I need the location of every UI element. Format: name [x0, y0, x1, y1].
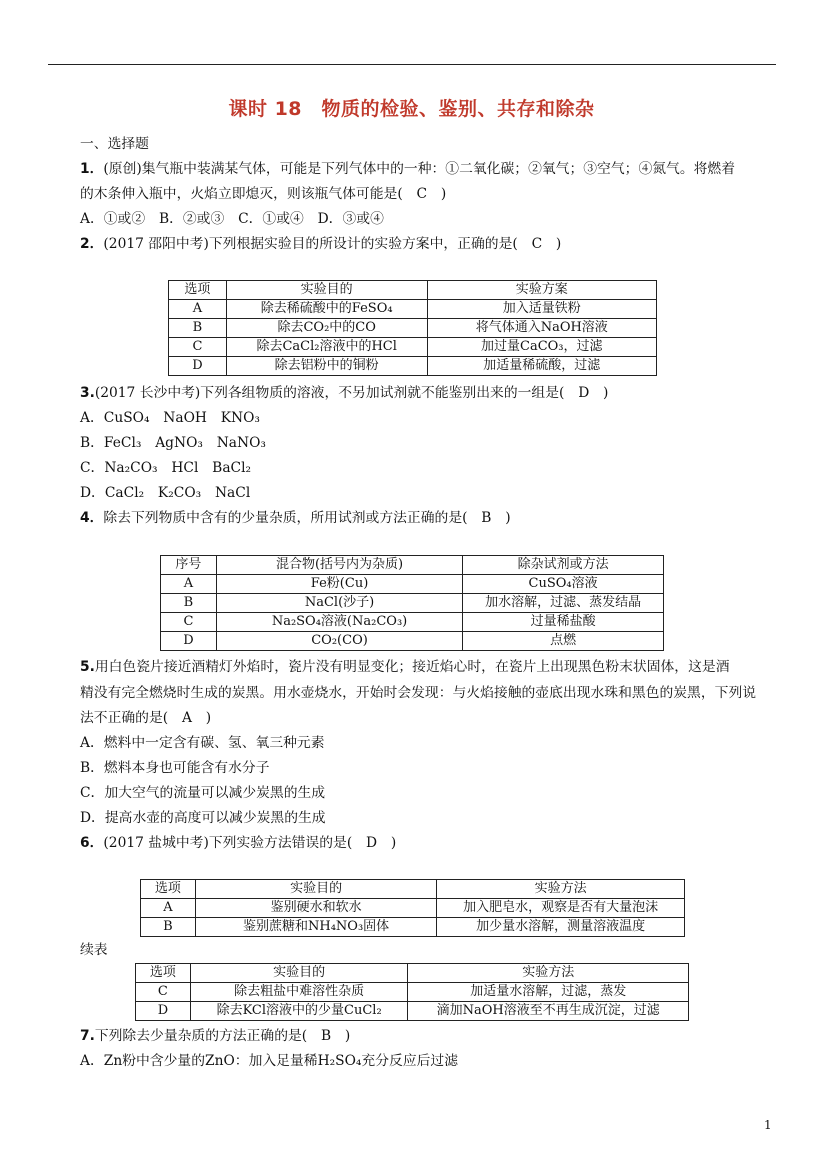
- header-rule: [48, 64, 776, 65]
- question-number: 4．: [80, 510, 104, 526]
- question-text: 下列除去少量杂质的方法正确的是( B ): [94, 1028, 351, 1044]
- question-4: [80, 508, 511, 528]
- question-5-option-b: B．燃料本身也可能含有水分子: [80, 760, 270, 776]
- table-header: 实验方法: [408, 964, 689, 983]
- question-4-table: [160, 555, 664, 651]
- question-6: [80, 833, 396, 853]
- question-3-option-b: B．FeCl₃ AgNO₃ NaNO₃: [80, 435, 266, 451]
- table-cell: 鉴别硬水和软水: [195, 899, 436, 918]
- question-text: (原创)集气瓶中装满某气体，可能是下列气体中的一种：①二氧化碳；②氧气；③空气；④氮气。将燃着: [103, 161, 736, 177]
- table-row: [136, 983, 689, 1002]
- question-3: [80, 383, 608, 403]
- question-2-table: [168, 280, 657, 376]
- page-number: 1: [764, 1118, 772, 1132]
- question-5: [80, 657, 730, 677]
- question-number: 1．: [80, 161, 104, 177]
- table-cell: CuSO₄溶液: [463, 575, 664, 594]
- table-cell: 除去铝粉中的铜粉: [226, 357, 427, 376]
- table-cell: C: [169, 338, 227, 357]
- question-5-option-a: A．燃料中一定含有碳、氢、氧三种元素: [80, 735, 325, 751]
- table-cell: NaCl(沙子): [216, 594, 462, 613]
- question-2: [80, 234, 561, 254]
- table-row: [169, 338, 657, 357]
- question-number: 6．: [80, 835, 104, 851]
- table-cell: B: [161, 594, 217, 613]
- table-row: [141, 918, 685, 937]
- question-3-option-c: C．Na₂CO₃ HCl BaCl₂: [80, 460, 252, 476]
- table-cell: C: [136, 983, 191, 1002]
- question-1-options: A．①或② B．②或③ C．①或④ D．③或④: [80, 211, 384, 227]
- table-cell: 将气体通入NaOH溶液: [427, 319, 656, 338]
- table-cell: 加入肥皂水，观察是否有大量泡沫: [437, 899, 685, 918]
- table-cell: 加过量CaCO₃，过滤: [427, 338, 656, 357]
- table-header: 实验目的: [195, 880, 436, 899]
- table-header-row: [141, 880, 685, 899]
- question-5-option-c: C．加大空气的流量可以减少炭黑的生成: [80, 785, 326, 801]
- table-header: 选项: [141, 880, 196, 899]
- question-7: [80, 1026, 350, 1046]
- table-cell: 除去KCl溶液中的少量CuCl₂: [190, 1002, 408, 1021]
- table-header: 选项: [169, 281, 227, 300]
- section-heading: 一、选择题: [80, 136, 149, 152]
- table-cell: D: [161, 632, 217, 651]
- table-row: [141, 899, 685, 918]
- table-cell: B: [141, 918, 196, 937]
- table-cell: 除去CO₂中的CO: [226, 319, 427, 338]
- table-cell: 鉴别蔗糖和NH₄NO₃固体: [195, 918, 436, 937]
- question-text: (2017 邵阳中考)下列根据实验目的所设计的实验方案中，正确的是( C ): [103, 236, 562, 252]
- question-1-line-2: 的木条伸入瓶中，火焰立即熄灭，则该瓶气体可能是( C ): [80, 186, 447, 202]
- table-cell: 加水溶解，过滤、蒸发结晶: [463, 594, 664, 613]
- table-header: 序号: [161, 556, 217, 575]
- table-cell: C: [161, 613, 217, 632]
- question-5-option-d: D．提高水壶的高度可以减少炭黑的生成: [80, 810, 326, 826]
- table-cell: CO₂(CO): [216, 632, 462, 651]
- table-cell: D: [169, 357, 227, 376]
- question-number: 3.: [80, 385, 95, 401]
- table-header: 混合物(括号内为杂质): [216, 556, 462, 575]
- table-cell: 除去CaCl₂溶液中的HCl: [226, 338, 427, 357]
- table-row: [161, 575, 664, 594]
- table-header: 除杂试剂或方法: [463, 556, 664, 575]
- table-cell: 加少量水溶解，测量溶液温度: [437, 918, 685, 937]
- question-number: 2．: [80, 236, 104, 252]
- table-header-row: [169, 281, 657, 300]
- page-title: 课时 18 物质的检验、鉴别、共存和除杂: [228, 98, 595, 120]
- table-header: 实验目的: [226, 281, 427, 300]
- table-header: 实验方案: [427, 281, 656, 300]
- table-continued-label: 续表: [80, 942, 108, 958]
- question-5-line-2: 精没有完全燃烧时生成的炭黑。用水壶烧水，开始时会发现：与火焰接触的壶底出现水珠和黑色的炭黑，下列说: [80, 685, 757, 701]
- table-cell: 加入适量铁粉: [427, 300, 656, 319]
- question-3-option-d: D．CaCl₂ K₂CO₃ NaCl: [80, 485, 251, 501]
- question-6-table-continued: [135, 963, 689, 1021]
- table-cell: A: [169, 300, 227, 319]
- table-cell: D: [136, 1002, 191, 1021]
- question-text: 用白色瓷片接近酒精灯外焰时，瓷片没有明显变化；接近焰心时，在瓷片上出现黑色粉末状固体，这是酒: [94, 659, 730, 675]
- table-cell: B: [169, 319, 227, 338]
- table-header-row: [136, 964, 689, 983]
- table-row: [169, 319, 657, 338]
- table-cell: 加适量稀硫酸，过滤: [427, 357, 656, 376]
- table-row: [161, 613, 664, 632]
- table-cell: 滴加NaOH溶液至不再生成沉淀，过滤: [408, 1002, 689, 1021]
- question-6-table: [140, 879, 685, 937]
- question-5-line-3: 法不正确的是( A ): [80, 710, 212, 726]
- question-text: (2017 长沙中考)下列各组物质的溶液，不另加试剂就不能鉴别出来的一组是( D ): [94, 385, 609, 401]
- question-7-option-a: A．Zn粉中含少量的ZnO：加入足量稀H₂SO₄充分反应后过滤: [80, 1053, 459, 1069]
- question-3-option-a: A．CuSO₄ NaOH KNO₃: [80, 410, 260, 426]
- question-number: 7.: [80, 1028, 95, 1044]
- question-number: 5.: [80, 659, 95, 675]
- table-header-row: [161, 556, 664, 575]
- table-row: [169, 357, 657, 376]
- table-cell: 点燃: [463, 632, 664, 651]
- table-cell: 除去粗盐中难溶性杂质: [190, 983, 408, 1002]
- table-header: 实验目的: [190, 964, 408, 983]
- table-row: [136, 1002, 689, 1021]
- table-row: [161, 632, 664, 651]
- table-cell: 加适量水溶解，过滤，蒸发: [408, 983, 689, 1002]
- question-text: 除去下列物质中含有的少量杂质，所用试剂或方法正确的是( B ): [103, 510, 511, 526]
- question-text: (2017 盐城中考)下列实验方法错误的是( D ): [103, 835, 397, 851]
- table-cell: 除去稀硫酸中的FeSO₄: [226, 300, 427, 319]
- question-1: [80, 159, 735, 179]
- table-row: [169, 300, 657, 319]
- table-cell: Fe粉(Cu): [216, 575, 462, 594]
- table-row: [161, 594, 664, 613]
- table-header: 选项: [136, 964, 191, 983]
- table-cell: 过量稀盐酸: [463, 613, 664, 632]
- table-cell: A: [141, 899, 196, 918]
- table-header: 实验方法: [437, 880, 685, 899]
- table-cell: Na₂SO₄溶液(Na₂CO₃): [216, 613, 462, 632]
- table-cell: A: [161, 575, 217, 594]
